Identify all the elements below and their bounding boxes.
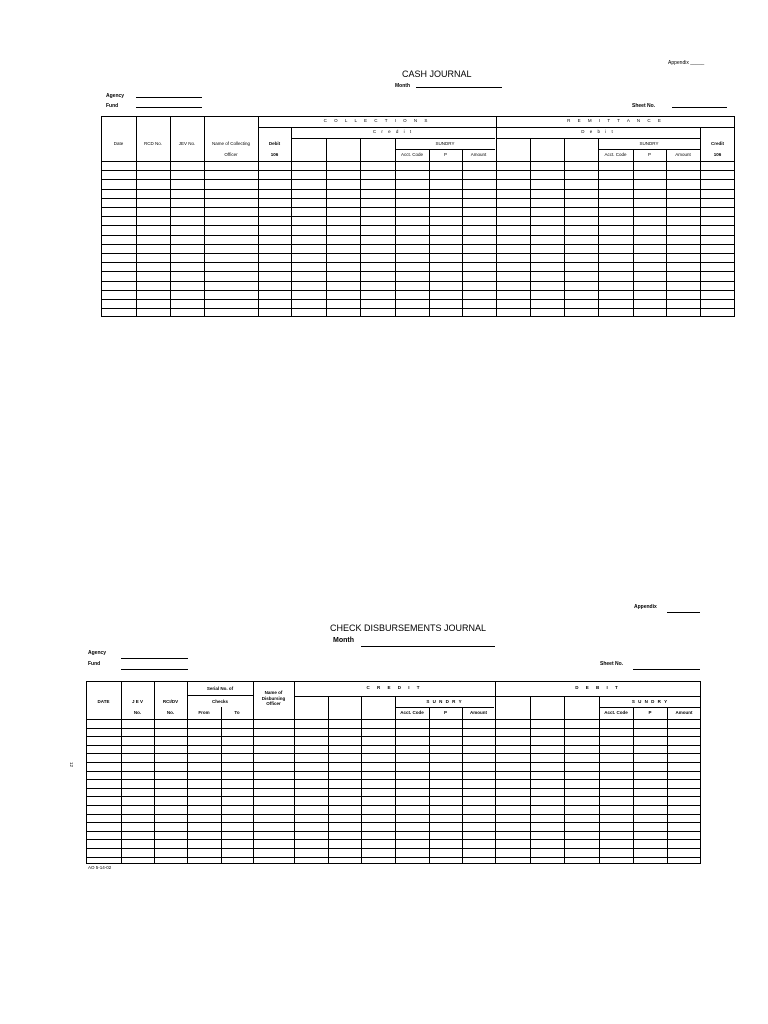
table-row bbox=[101, 235, 735, 236]
header-sundry-2: SUNDRY bbox=[639, 141, 659, 146]
table-row bbox=[101, 299, 735, 300]
header-acct-code-2: Acct. Code bbox=[604, 152, 627, 157]
table-row bbox=[86, 805, 701, 806]
month-field[interactable] bbox=[416, 87, 502, 88]
table-row bbox=[86, 736, 701, 737]
column-divider bbox=[221, 707, 222, 864]
column-divider bbox=[429, 149, 430, 317]
column-divider bbox=[121, 681, 122, 864]
header-officer: Officer bbox=[224, 152, 238, 157]
header-credit-col: Credit bbox=[710, 141, 724, 146]
header-date: Date bbox=[113, 141, 124, 146]
table-row bbox=[86, 796, 701, 797]
table-row bbox=[101, 170, 735, 171]
header-rcidv: RCI/DV bbox=[162, 699, 179, 704]
header-debit: D e b i t bbox=[581, 129, 615, 134]
header-sundry-1: S U N D R Y bbox=[426, 699, 463, 704]
table-row bbox=[101, 308, 735, 309]
column-divider bbox=[495, 681, 496, 864]
table-row bbox=[86, 779, 701, 780]
table-row bbox=[101, 244, 735, 245]
month-label: Month bbox=[395, 83, 410, 89]
header-amount-2: Amount bbox=[675, 710, 693, 715]
column-divider bbox=[253, 681, 254, 864]
table-row bbox=[86, 745, 701, 746]
table-row bbox=[101, 281, 735, 282]
table-row bbox=[86, 839, 701, 840]
table-row bbox=[101, 262, 735, 263]
column-divider bbox=[429, 707, 430, 864]
header-debit-col: Debit bbox=[268, 141, 281, 146]
header-divider bbox=[291, 138, 495, 139]
fund-field[interactable] bbox=[121, 669, 188, 670]
header-p-2: P bbox=[648, 710, 652, 715]
fund-label: Fund bbox=[88, 661, 101, 667]
column-divider bbox=[187, 681, 188, 864]
table-row bbox=[86, 762, 701, 763]
header-acct-code-2: Acct. Code bbox=[604, 710, 628, 715]
header-disbursing-officer: Name of Disbursing Officer bbox=[261, 690, 286, 706]
header-acct-code-1: Acct. Code bbox=[400, 152, 423, 157]
table-row bbox=[86, 753, 701, 754]
month-field[interactable] bbox=[361, 646, 495, 647]
header-divider bbox=[294, 696, 701, 697]
header-to: To bbox=[234, 710, 240, 715]
header-amount-1: Amount bbox=[470, 152, 487, 157]
header-jev-no: No. bbox=[133, 710, 142, 715]
check-journal-table bbox=[86, 681, 701, 864]
table-row bbox=[86, 788, 701, 789]
header-divider bbox=[599, 707, 701, 708]
header-p-2: P bbox=[647, 152, 651, 157]
table-row bbox=[86, 814, 701, 815]
appendix-field[interactable] bbox=[667, 612, 700, 613]
fund-label: Fund bbox=[106, 103, 119, 109]
column-divider bbox=[667, 707, 668, 864]
column-divider bbox=[462, 707, 463, 864]
header-checks: Checks bbox=[211, 699, 228, 704]
header-serial: Serial No. of bbox=[206, 686, 234, 691]
header-jev: J E V bbox=[131, 699, 143, 704]
header-debit: D E B I T bbox=[575, 685, 621, 690]
table-row bbox=[86, 728, 701, 729]
agency-field[interactable] bbox=[121, 658, 188, 659]
header-sundry-1: SUNDRY bbox=[435, 141, 455, 146]
header-jev: JEV No. bbox=[178, 141, 196, 146]
table-row bbox=[86, 848, 701, 849]
appendix-label: Appendix bbox=[634, 604, 657, 610]
header-divider bbox=[187, 695, 253, 696]
header-credit: C R E D I T bbox=[366, 685, 423, 690]
header-divider bbox=[395, 149, 495, 150]
sheet-field[interactable] bbox=[672, 107, 727, 108]
header-remittance: R E M I T T A N C E bbox=[567, 118, 664, 123]
header-rcd: RCD No. bbox=[143, 141, 162, 146]
table-row bbox=[101, 253, 735, 254]
table-row bbox=[101, 271, 735, 272]
agency-field[interactable] bbox=[136, 97, 202, 98]
table-row bbox=[86, 831, 701, 832]
agency-label: Agency bbox=[106, 93, 125, 99]
header-rcidv-no: No. bbox=[166, 710, 175, 715]
header-date: DATE bbox=[97, 699, 110, 704]
table-row bbox=[86, 857, 701, 858]
header-divider bbox=[395, 707, 494, 708]
header-name-collecting: Name of Collecting bbox=[211, 141, 251, 146]
sheet-label: Sheet No. bbox=[632, 103, 656, 109]
page-title: CASH JOURNAL bbox=[402, 69, 472, 79]
column-divider bbox=[291, 127, 292, 317]
table-row bbox=[101, 198, 735, 199]
header-collections: C O L L E C T I O N S bbox=[323, 118, 431, 123]
fund-field[interactable] bbox=[136, 107, 202, 108]
header-credit-106: 106 bbox=[713, 152, 722, 157]
header-from: From bbox=[198, 710, 210, 715]
header-debit-106: 106 bbox=[270, 152, 279, 157]
table-row bbox=[101, 290, 735, 291]
column-divider bbox=[633, 707, 634, 864]
header-p-1: P bbox=[443, 152, 447, 157]
table-row bbox=[101, 179, 735, 180]
header-amount-2: Amount bbox=[675, 152, 691, 157]
header-sundry-2: S U N D R Y bbox=[631, 699, 669, 704]
appendix-label: Appendix _____ bbox=[668, 60, 705, 66]
header-credit: C r e d i t bbox=[372, 129, 414, 134]
table-row bbox=[101, 225, 735, 226]
table-row bbox=[86, 822, 701, 823]
table-row bbox=[86, 771, 701, 772]
header-acct-code-1: Acct. Code bbox=[400, 710, 424, 715]
header-bottom bbox=[101, 161, 735, 162]
table-row bbox=[101, 216, 735, 217]
column-divider bbox=[633, 149, 634, 317]
header-amount-1: Amount bbox=[470, 710, 487, 715]
sheet-label: Sheet No. bbox=[600, 661, 624, 667]
month-label: Month bbox=[333, 637, 354, 644]
page-title: CHECK DISBURSEMENTS JOURNAL bbox=[330, 623, 487, 633]
form-code: AO 5-14-02 bbox=[88, 865, 112, 870]
agency-label: Agency bbox=[88, 650, 107, 656]
table-row bbox=[101, 189, 735, 190]
column-divider bbox=[666, 149, 667, 317]
header-bottom bbox=[86, 719, 701, 720]
table-row bbox=[101, 207, 735, 208]
margin-mark: 12 bbox=[69, 761, 75, 768]
column-divider bbox=[462, 149, 463, 317]
header-divider bbox=[598, 149, 700, 150]
column-divider bbox=[154, 681, 155, 864]
sheet-field[interactable] bbox=[633, 669, 700, 670]
header-p-1: P bbox=[443, 710, 447, 715]
column-divider bbox=[294, 681, 295, 864]
